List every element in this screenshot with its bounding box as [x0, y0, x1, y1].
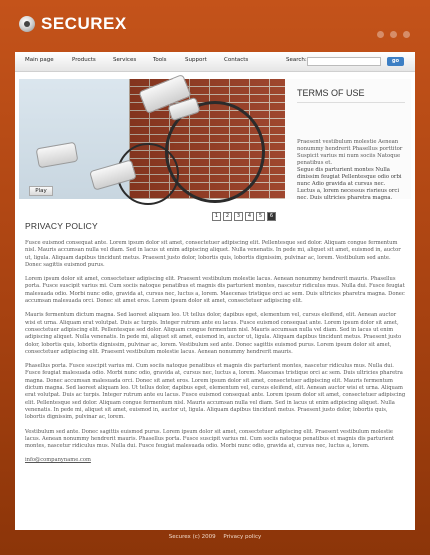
pager-5[interactable]: 5	[256, 212, 265, 221]
pager-6[interactable]: 6	[267, 212, 276, 221]
paragraph-4: Phasellus porta. Fusce suscipit varius mi. Cum sociis natoque penatibus et magnis dis parturient montes, nascetur ridiculus mus. Nulla dui. Fusce feugiat malesuada odio. Morbi nunc odio, gravida at, cursus nec, luctus a, lorem. Maecenas tristique orci ac sem. Duis ultricies pharetra magna. Donec accumsan malesuada orci. Donec sit amet eros. Lorem ipsum dolor sit amet, consectetuer adipiscing elit. Mauris fermentum dictum magna. Sed laoreet aliquam leo. Ut tellus dolor, dapibus eget, elementum vel, cursus eleifend, elit. Aenean auctor wisi et urna. Aliquam erat volutpat. Duis ac turpis. Integer rutrum ante eu lacus. Fusce euismod consequat ante. Lorem ipsum dolor sit amet, consectetuer adipiscing elit. Pellentesque sed dolor. Aliquam congue fermentum nisl. Mauris accumsan nulla vel diam. Sed in lacus ut enim adipiscing aliquet. Nulla venenatis. In pede mi, aliquet sit amet, euismod in, auctor ut, ligula. Aliquam dapibus tincidunt metus. Praesent justo dolor, lobortis quis, lobortis dignissim, pulvinar ac, lorem.	[25, 363, 406, 421]
email-link[interactable]: info@companyname.com	[25, 457, 91, 464]
mail-icon[interactable]	[390, 31, 397, 38]
search-label: Search:	[286, 57, 307, 63]
sitemap-icon[interactable]	[403, 31, 410, 38]
security-camera-left	[36, 142, 79, 169]
pager-4[interactable]: 4	[245, 212, 254, 221]
slideshow-pager	[212, 212, 276, 221]
terms-text	[297, 139, 405, 202]
nav-item-services[interactable]: Services	[113, 57, 137, 63]
brand-name: SECUREX	[41, 14, 127, 33]
hero-slideshow	[19, 79, 285, 219]
header	[0, 0, 430, 52]
paragraph-1: Fusce euismod consequat ante. Lorem ipsum dolor sit amet, consectetuer adipiscing elit. Pellentesque sed dolor. Aliquam congue fermentum nisl. Mauris accumsan nulla vel diam. Sed in lacus ut enim adipiscing aliquet. Nulla venenatis. In pede mi, aliquet sit amet, euismod in, auctor ut, ligula. Aliquam dapibus tincidunt metus. Praesent justo dolor, lobortis quis, lobortis dignissim, pulvinar ac, lorem. Vestibulum sed ante. Donec sagittis euismod purus.	[25, 240, 401, 268]
play-button[interactable]: Play	[29, 186, 53, 196]
nav-item-tools[interactable]: Tools	[153, 57, 167, 63]
nav-item-products[interactable]: Products	[72, 57, 96, 63]
terms-paragraph-1: Praesent vestibulum molestie Aenean nonummy hendrerit Phasellus porttitor Suspicit varius mi num sociis Natoque penatibus et.	[297, 139, 403, 166]
camera-lens-icon	[19, 16, 35, 32]
paragraph-3: Mauris fermentum dictum magna. Sed laoreet aliquam leo. Ut tellus dolor, dapibus eget, elementum vel, cursus eleifend, elit. Aenean auctor wisi et urna. Aliquam erat volutpat. Duis ac turpis. Integer rutrum ante eu lacus. Fusce euismod consequat ante. Lorem ipsum dolor sit amet, consectetuer adipiscing elit. Pellentesque sed dolor. Aliquam congue fermentum nisl. Mauris accumsan nulla vel diam. Sed in lacus ut enim adipiscing aliquet. Nulla venenatis. In pede mi, aliquet sit amet, euismod in, auctor ut, ligula. Aliquam dapibus tincidunt metus. Praesent justo dolor, lobortis quis, lobortis dignissim, pulvinar ac, lorem. Vestibulum sed ante. Donec sagittis euismod purus. Lorem ipsum dolor sit amet, consectetuer adipiscing elit. Praesent vestibulum molestie lacus. Aenean nonummy hendrerit mauris.	[25, 312, 402, 355]
home-icon[interactable]	[377, 31, 384, 38]
main-nav	[15, 52, 415, 72]
footer-privacy-link[interactable]: Privacy policy	[223, 534, 262, 540]
footer-copyright: Securex (c) 2009	[168, 534, 216, 540]
nav-item-support[interactable]: Support	[185, 57, 207, 63]
terms-paragraph-2: Segue dis parturient montes Nulla dinissim feugiat Pellentesque odio orbi nunc Adio gravida at cursus nec. Luctus a, lorem necessus risrieus orci nec. Duis ultricies pharetra magna.	[297, 167, 402, 201]
terms-divider	[297, 102, 405, 103]
pager-3[interactable]: 3	[234, 212, 243, 221]
pager-1[interactable]: 1	[212, 212, 221, 221]
search-go-button[interactable]: go	[387, 57, 404, 66]
page-title: PRIVACY POLICY	[25, 221, 98, 231]
terms-title: TERMS OF USE	[297, 88, 365, 98]
paragraph-5: Vestibulum sed ante. Donec sagittis euismod purus. Lorem ipsum dolor sit amet, consectetuer adipiscing elit. Praesent vestibulum molestie lacus. Aenean nonummy hendrerit mauris. Phasellus porta. Fusce suscipit varius mi. Cum sociis natoque penatibus et magnis dis parturient montes, nascetur ridiculus mus. Nulla dui. Fusce feugiat malesuada odio. Morbi nunc odio, gravida at, cursus nec, luctus a, lorem.	[25, 428, 395, 450]
header-icons	[377, 31, 410, 38]
pager-2[interactable]: 2	[223, 212, 232, 221]
paragraph-2: Lorem ipsum dolor sit amet, consectetuer adipiscing elit. Praesent vestibulum molestie lacus. Aenean nonummy hendrerit mauris. Phasellus porta. Fusce suscipit varius mi. Cum sociis natoque penatibus et magnis dis parturient montes, nascetur ridiculus mus. Nulla dui. Fusce feugiat malesuada odio. Morbi nunc odio, gravida at, cursus nec, luctus a, lorem. Maecenas tristique orci ac sem. Duis ultricies pharetra magna. Donec accumsan malesuada orci. Donec sit amet eros. Lorem ipsum dolor sit amet, consectetuer adipiscing elit.	[25, 276, 405, 305]
footer	[0, 534, 430, 540]
nav-item-contacts[interactable]: Contacts	[224, 57, 249, 63]
main-content	[25, 240, 407, 465]
search-input[interactable]	[307, 57, 381, 66]
logo[interactable]	[19, 14, 127, 34]
page-container	[15, 52, 415, 530]
nav-item-main-page[interactable]: Main page	[25, 57, 54, 63]
terms-panel	[285, 79, 411, 199]
